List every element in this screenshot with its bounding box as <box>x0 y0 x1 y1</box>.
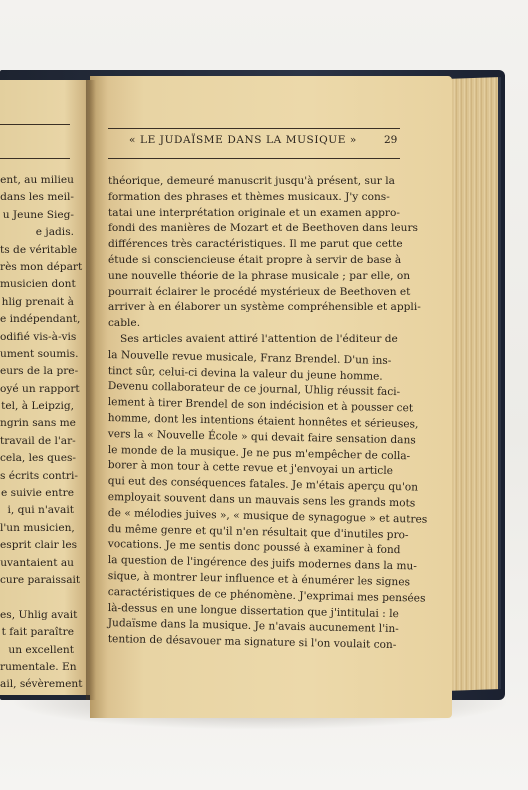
left-page-line: u Jeune Sieg- <box>2 208 74 221</box>
left-page-line: cela, les ques- <box>0 452 76 465</box>
body-line: caractéristiques de ce phénomène. J'exprimai mes pensées <box>107 585 426 605</box>
body-line: Devenu collaborateur de ce journal, Uhlig réussit faci- <box>107 380 401 399</box>
body-line: borer à mon tour à cette revue et j'envoyai un article <box>107 459 394 478</box>
body-line: homme, dont les intentions étaient honnêtes et sérieuses, <box>107 411 419 431</box>
body-line: du même genre et qu'il n'en résultait que d'inutiles pro- <box>107 522 409 541</box>
left-page-line: l'un musicien, <box>0 521 75 534</box>
left-page-line: rumentale. En <box>0 660 77 673</box>
body-line: la question de l'ingérence des juifs modernes dans la mu- <box>107 554 417 573</box>
left-page-line: un excellent <box>8 643 74 656</box>
left-page-line: e indépendant, <box>0 313 81 326</box>
page-number: 29 <box>384 134 398 146</box>
body-line: là-dessus en une longue dissertation que j'intitulai : le <box>107 601 399 620</box>
left-page-line: musicien dont <box>0 278 76 291</box>
body-line: lement à tirer Brendel de son indécision et à pousser cet <box>107 396 414 415</box>
left-page-line: cure paraissait <box>0 573 81 586</box>
body-line: vers la « Nouvelle École » qui devait faire sensation dans <box>107 427 416 447</box>
left-page-line: ent, au milieu <box>0 174 74 186</box>
left-page <box>0 80 92 695</box>
body-line: sique, à montrer leur influence et à énumérer les signes <box>107 569 411 589</box>
left-page-line: ument soumis. <box>0 347 79 360</box>
left-page-line: e jadis. <box>35 226 74 239</box>
left-page-line: uvantaient au <box>0 556 74 569</box>
left-page-line: oyé un rapport <box>0 382 80 395</box>
left-page-line <box>0 589 74 606</box>
header-rule-top <box>108 128 400 129</box>
body-line: Ses articles avaient attiré l'attention de l'éditeur de <box>120 332 398 345</box>
body-line: étude si consciencieuse était propre à servir de base à <box>108 253 402 266</box>
left-page-line: hlig prenait à <box>1 295 74 308</box>
body-line: qui eut des conséquences fatales. Je m'étais aperçu qu'on <box>107 475 419 494</box>
body-line: la Nouvelle revue musicale, Franz Brendel. D'un ins- <box>107 348 392 367</box>
left-page-line: i, qui n'avait <box>7 504 74 517</box>
left-page-line: esprit clair les <box>0 539 78 552</box>
left-page-line: ngrin sans me <box>0 417 76 430</box>
left-page-line: tel, à Leipzig, <box>1 400 74 413</box>
left-page-line: rès mon départ <box>0 260 83 273</box>
book-gutter <box>86 80 96 700</box>
body-line: tatai une interprétation originale et un examen appro- <box>108 206 400 219</box>
left-page-line: odifié vis-à-vis <box>0 330 77 343</box>
left-page-line: travail de l'ar- <box>0 434 76 447</box>
body-line: tinct sûr, celui-ci devina la valeur du jeune homme. <box>107 364 383 383</box>
body-line: pourrait éclairer le procédé mystérieux de Beethoven et <box>108 285 411 298</box>
body-line: arriver à en élaborer un système compréhensible et appli- <box>108 301 421 314</box>
header-rule-bottom <box>108 158 400 159</box>
body-line: différences très caractéristiques. Il me parut que cette <box>108 238 403 251</box>
body-line: tention de désavouer ma signature si l'on voulait con- <box>107 633 397 652</box>
body-line: fondi des manières de Mozart et de Beethoven dans leurs <box>108 222 418 235</box>
body-line: une nouvelle théorie de la phrase musicale ; par elle, on <box>108 269 411 282</box>
left-page-rule-2 <box>0 158 70 159</box>
body-line: théorique, demeuré manuscrit jusqu'à présent, sur la <box>108 175 395 187</box>
body-line: cable. <box>108 317 141 330</box>
body-line: employait souvent dans un mauvais sens les grands mots <box>107 490 416 510</box>
left-page-line: es, Uhlig avait <box>0 608 78 621</box>
page-block-edge <box>448 77 501 691</box>
body-line: le monde de la musique. Je ne pus m'empêcher de colla- <box>107 443 411 462</box>
left-page-line: ail, sévèrement <box>0 678 83 691</box>
left-page-line: s écrits contri- <box>0 469 78 482</box>
left-page-line: ts de véritable <box>0 243 78 256</box>
body-line: vocations. Je me sentis donc poussé à examiner à fond <box>107 538 401 557</box>
left-page-line: eurs de la pre- <box>0 365 79 378</box>
body-line: formation des phrases et thèmes musicaux. J'y cons- <box>108 190 390 203</box>
body-line: Judaïsme dans la musique. Je n'avais aucunement l'in- <box>107 617 399 636</box>
left-page-line: dans les meil- <box>0 191 74 204</box>
left-page-line: e suivie entre <box>1 487 74 500</box>
left-page-line: t fait paraître <box>1 626 74 639</box>
left-page-rule <box>0 124 70 125</box>
left-page-text <box>0 172 83 694</box>
right-page-text <box>107 174 428 652</box>
body-line: de « mélodies juives », « musique de synagogue » et autres <box>107 506 428 526</box>
running-head: « LE JUDAÏSME DANS LA MUSIQUE » <box>129 134 357 146</box>
